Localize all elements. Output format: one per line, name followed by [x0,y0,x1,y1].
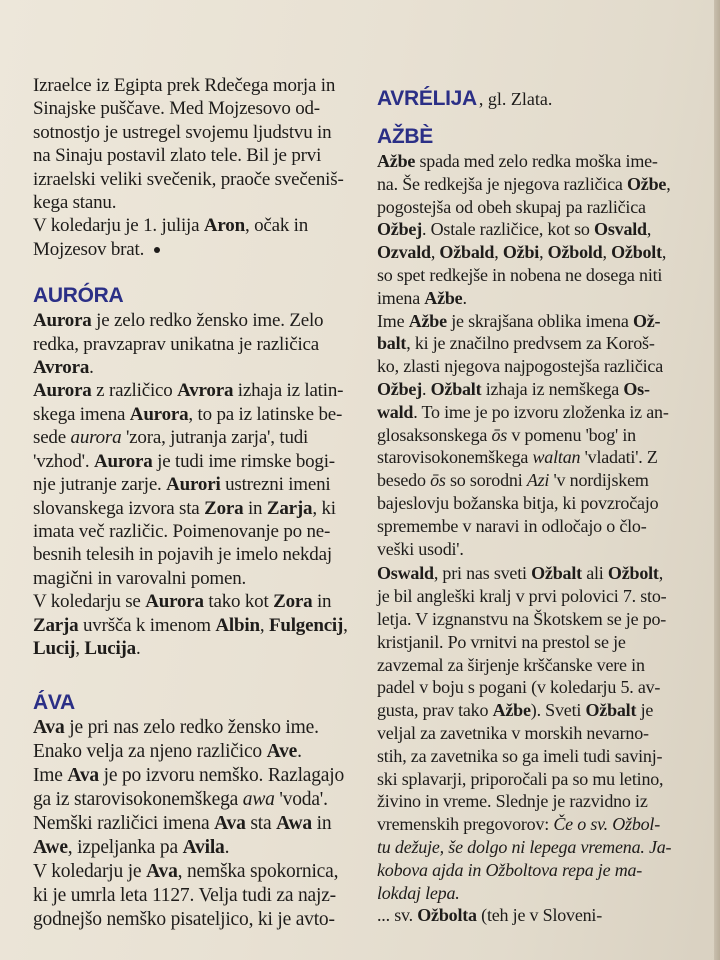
text: . [297,741,302,763]
etymon: waltan [532,447,581,468]
azbe-p1 [377,150,717,310]
text: V koledarju se [33,591,146,613]
name: Ožbolt [611,242,662,263]
name: Avrora [177,380,234,402]
name: Ožbalt [531,563,582,584]
text: veljal za zavetnika v morskih nevarno- [377,722,649,743]
text: besnih telesih in pojavih je imelo nekdaj [33,544,332,566]
text: je pri nas zelo redko žensko ime. [64,717,319,739]
text: . [135,637,141,659]
text: (teh je v Sloveni- [476,905,603,926]
text: , izpeljanka pa [67,837,183,859]
text: ko, zlasti njegova najpogostejša različica [377,356,663,377]
name: Ava [146,861,178,883]
ava-p3 [33,860,366,932]
entry-heading-azbe: AŽBÈ [377,125,433,148]
text: . [224,837,230,859]
left-column [33,74,366,932]
text: kristjanil. Po vrnitvi na prestol se je [377,631,626,652]
azbe-p2 [377,310,717,561]
text: je bil angleški kralj v prvi polovici 7. sto- [377,586,667,607]
text: zavzemal za širjenje krščanske vere in [377,654,645,675]
text-line: izraelski veliki svečenik, praoče svečeniš- [33,168,344,190]
text-line: sotnostjo je ustregel svojemu ljudstvu in [33,121,332,143]
text: ki je umrla leta 1127. Velja tudi za najz- [33,885,336,907]
name: Ožbold [547,242,603,263]
text: ga iz starovisokonemškega [33,789,243,811]
name: Aurora [145,591,204,613]
text: uvršča k imenom [78,614,216,636]
text: . [462,287,467,308]
text: vremenskih pregovorov: [377,814,554,835]
text: 'v nordijskem [549,470,649,491]
text: in [312,591,332,613]
text: . [422,378,431,399]
text: ali [581,563,608,584]
text: Enako velja za njeno različico [33,741,267,763]
text: padel v boju s pogani (v koledarju 5. av- [377,677,661,698]
text: Ime [377,310,409,331]
text: v pomenu 'bog' in [507,424,636,445]
text: Mojzesov brat. [33,238,145,260]
text: Ime [33,765,68,787]
name: Ava [67,765,99,787]
name: Ožbi [502,242,540,263]
text: in [311,813,332,835]
name: Aron [203,215,245,237]
name: Zarja [33,614,79,636]
aurora-p1 [33,309,366,379]
text-line: Izraelce iz Egipta prek Rdečega morja in [33,75,336,96]
name: Aurora [129,403,189,425]
name: Avrora [33,357,90,379]
name: Osvald [594,219,647,240]
etymon: awa [242,789,275,811]
text: spada med zelo redka moška ime- [415,151,658,171]
text: skega imena [33,403,130,425]
cross-reference: , gl. Zlata. [478,89,553,109]
aurora-p2 [33,379,366,590]
text: z različico [91,380,178,402]
text-line: kega stanu. [33,192,117,214]
text: 'zora, jutranja zarja', tudi [121,427,309,449]
name: Os- [623,378,650,399]
etymon: ōs [430,470,446,491]
text: izhaja iz latin- [233,380,344,402]
text: veški usodi'. [377,538,464,559]
name: Awa [276,813,312,835]
name: Ožbalt [585,700,637,721]
text: živino in vreme. Slednje je razvidno iz [377,791,648,812]
entry-avrelija [377,86,717,112]
name: Ave [266,741,298,763]
text: V koledarju je [33,861,147,883]
name: Ozvald [377,242,431,263]
text: spremembe v naravi in odločajo o člo- [377,515,647,536]
text: glosaksonskega [377,424,492,445]
text: , [494,242,503,263]
text: slovanskega izvora sta [33,497,205,519]
text: magični in varovalni pomen. [33,567,247,589]
text: V koledarju je 1. julija [33,215,204,237]
name: Zarja [266,497,313,519]
text: ... sv. [377,905,418,926]
text: 'voda'. [274,789,328,811]
name: Ažbe [408,310,447,331]
name: Ožbalt [430,378,482,399]
text: izhaja iz nemškega [481,378,624,399]
text: , to pa iz latinske be- [188,403,343,425]
text: , [75,637,85,659]
text: je po izvoru nemško. Razlagajo [98,765,345,787]
text: pogostejša od obeh skupaj pa različica [377,196,646,217]
name: Albin [215,614,260,636]
entry-heading-ava: ÁVA [33,691,75,715]
name: Fulgencij [268,614,344,636]
text: imena [377,287,425,308]
text: . To ime je po izvoru zloženka iz an- [413,401,669,422]
text: stih, za zavetnika so ga imeli tudi savinj- [377,745,663,766]
text: , ki [312,497,336,519]
name: Lucija [84,637,136,659]
text: , očak in [244,215,309,237]
text: letja. V izgnanstvu na Škotskem se je po- [377,608,667,629]
name: Zora [273,591,313,613]
text: so spet redkejše in nobena ne dosega niti [377,264,663,285]
text: 'vladati'. Z [580,447,658,468]
text-line: Sinajske puščave. Med Mojzesovo od- [33,98,320,120]
text: sede [33,427,71,449]
ava-p1 [33,716,366,764]
text-line: na Sinaju postavil zlato tele. Bil je prvi [33,145,322,167]
text: na. Še redkejša je njegova različica [377,173,627,194]
text: godnejšo nemško pisateljico, ki je avto- [33,909,335,931]
name: Ožbald [439,242,495,263]
aron-continuation [33,74,366,261]
text: starovisokonemškega [377,447,533,468]
name: Aurora [93,450,153,472]
text: imata več različic. Poimenovanje po ne- [33,520,331,542]
text: sta [245,813,277,835]
name: Oswald [377,563,434,584]
name: Zora [204,497,244,519]
etymon: ōs [491,424,508,445]
text: ustrezni imeni [220,474,331,496]
text: je tudi ime rimske bogi- [152,450,335,472]
name: balt [377,333,407,354]
text: . [89,357,94,379]
name: Ožbe [626,173,667,194]
text: ski splavarji, priporočali pa so mu letino, [377,768,664,789]
proverb: kobova ajda in Ožboltova repa je ma- [377,859,643,880]
name: Aurori [166,474,221,496]
name: Awe [33,837,68,859]
text: nje jutranje zarje. [33,474,167,496]
text: besedo [377,470,431,491]
text: , [666,173,671,194]
name: Ažbe [377,151,416,171]
text: , [539,242,548,263]
name: Aurora [33,380,92,402]
name: Ož- [632,310,661,331]
proverb: lokdaj lepa. [377,882,460,903]
text: , [661,242,667,263]
text: , pri nas sveti [433,563,532,584]
azbe-p3 [377,562,717,927]
text: gusta, prav tako [377,700,493,721]
name: Ožbej [377,378,422,399]
name: Ožbolta [417,905,477,926]
text: , [646,219,652,240]
text: bajeslovju božanska bitja, ki povzročajo [377,492,659,513]
text: je zelo redko žensko ime. Zelo [91,310,324,332]
name: Ava [214,813,246,835]
text: je [636,700,654,721]
text: tako kot [203,591,274,613]
text: , nemška spokornica, [177,861,339,883]
name: Lucij [33,637,76,659]
name: Ažbe [492,700,531,721]
name: Ava [33,717,65,739]
proverb: tu dežuje, še dolgo ni lepega vremena. Ja- [377,836,672,857]
name: wald [377,401,414,422]
end-dot-icon [154,247,160,253]
proverb: Če o sv. Ožbol- [553,814,661,835]
text: , ki je značilno predvsem za Koroš- [406,333,655,354]
right-column [377,86,717,927]
name: Avila [182,837,225,859]
text: Nemški različici imena [33,813,215,835]
name: Ažbe [424,287,463,308]
text: , [430,242,440,263]
name: Ožbej [377,219,422,240]
name: Ožbolt [607,563,659,584]
text: ). Sveti [530,700,586,721]
text: , [602,242,612,263]
text: , [259,614,269,636]
text: 'vzhod'. [33,450,94,472]
entry-heading-avrelija: AVRÉLIJA [377,87,477,110]
text: , [658,563,664,584]
text: je skrajšana oblika imena [446,310,633,331]
text: in [243,497,267,519]
name: Aurora [33,310,92,332]
text: . Ostale različice, kot so [422,219,595,240]
ava-p2 [33,764,366,860]
aurora-p3 [33,590,366,660]
text: so sorodni [445,470,527,491]
etymon: Azi [526,470,550,491]
text: , [343,614,348,636]
entry-heading-aurora: AURÓRA [33,284,124,308]
text: redka, pravzaprav unikatna je različica [33,333,319,355]
etymon: aurora [70,427,122,449]
